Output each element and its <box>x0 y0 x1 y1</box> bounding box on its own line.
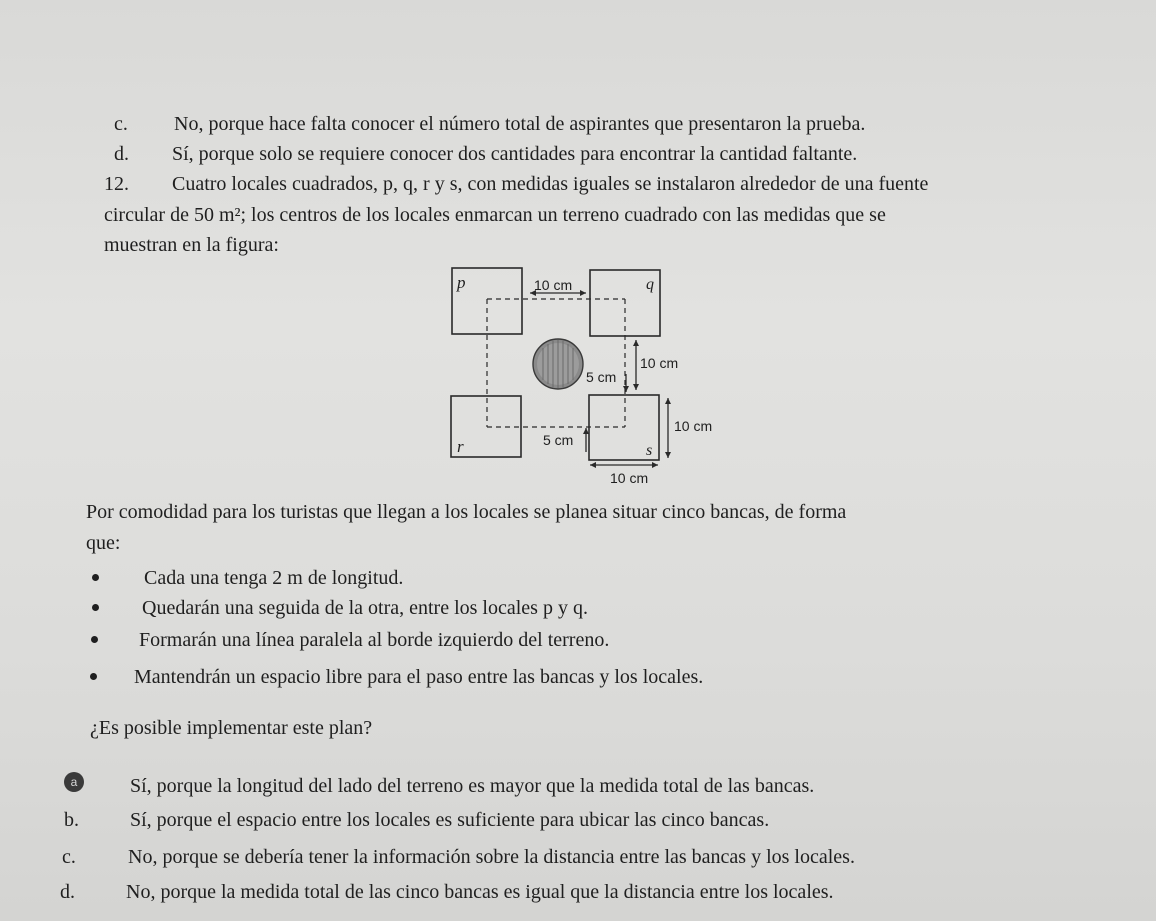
label-r: r <box>457 437 464 456</box>
bullet-dot <box>91 636 98 643</box>
question-text-line: muestran en la figura: <box>104 234 279 256</box>
question-text-line: Cuatro locales cuadrados, p, q, r y s, con medidas iguales se instalaron alrededor de una fuente <box>172 173 929 195</box>
option-text: No, porque se debería tener la información sobre la distancia entre las bancas y los locales. <box>128 846 855 868</box>
option-letter: c. <box>62 846 76 868</box>
prev-option-letter: c. <box>114 113 128 135</box>
bullet-dot <box>92 574 99 581</box>
option-text: Sí, porque la longitud del lado del terreno es mayor que la medida total de las bancas. <box>130 775 815 797</box>
dim-center-upper: 5 cm <box>586 369 617 385</box>
bullet-text: Mantendrán un espacio libre para el paso entre las bancas y los locales. <box>134 666 704 688</box>
arrow-bottom <box>590 462 658 468</box>
question-number: 12. <box>104 173 129 195</box>
label-q: q <box>646 276 654 293</box>
arrow-right-upper <box>633 340 639 390</box>
bullet-text: Quedarán una seguida de la otra, entre los locales p y q. <box>142 597 588 619</box>
dim-right-upper: 10 cm <box>640 355 679 371</box>
arrow-right-lower <box>665 398 671 458</box>
prev-option-text: No, porque hace falta conocer el número total de aspirantes que presentaron la prueba. <box>174 113 866 135</box>
prev-option-letter: d. <box>114 143 129 165</box>
dim-center-lower: 5 cm <box>543 432 574 448</box>
dim-bottom: 10 cm <box>610 470 649 486</box>
arrow-center-lower <box>583 428 589 452</box>
option-letter: b. <box>64 809 79 831</box>
dim-right-lower: 10 cm <box>674 418 713 434</box>
question-text-line: circular de 50 m²; los centros de los locales enmarcan un terreno cuadrado con las medidas que se <box>104 204 886 226</box>
terrain-figure <box>440 262 720 492</box>
bullet-dot <box>92 604 99 611</box>
paragraph-line: que: <box>86 532 121 554</box>
label-s: s <box>646 442 653 459</box>
bullet-text: Formarán una línea paralela al borde izquierdo del terreno. <box>139 629 610 651</box>
bullet-dot <box>90 673 97 680</box>
prev-option-text: Sí, porque solo se requiere conocer dos cantidades para encontrar la cantidad faltante. <box>172 143 858 165</box>
question-prompt: ¿Es posible implementar este plan? <box>90 717 373 739</box>
option-letter: a <box>70 775 78 789</box>
fountain <box>533 339 583 389</box>
option-letter: d. <box>60 881 75 903</box>
option-text: Sí, porque el espacio entre los locales es suficiente para ubicar las cinco bancas. <box>130 809 770 831</box>
arrow-center-upper <box>623 374 629 392</box>
selected-answer-mark[interactable] <box>64 772 84 792</box>
dim-top: 10 cm <box>534 277 573 293</box>
paragraph-line: Por comodidad para los turistas que llegan a los locales se planea situar cinco bancas, de forma <box>86 501 847 523</box>
option-text: No, porque la medida total de las cinco bancas es igual que la distancia entre los locales. <box>126 881 834 903</box>
bullet-text: Cada una tenga 2 m de longitud. <box>144 567 404 589</box>
label-p: p <box>457 273 466 292</box>
